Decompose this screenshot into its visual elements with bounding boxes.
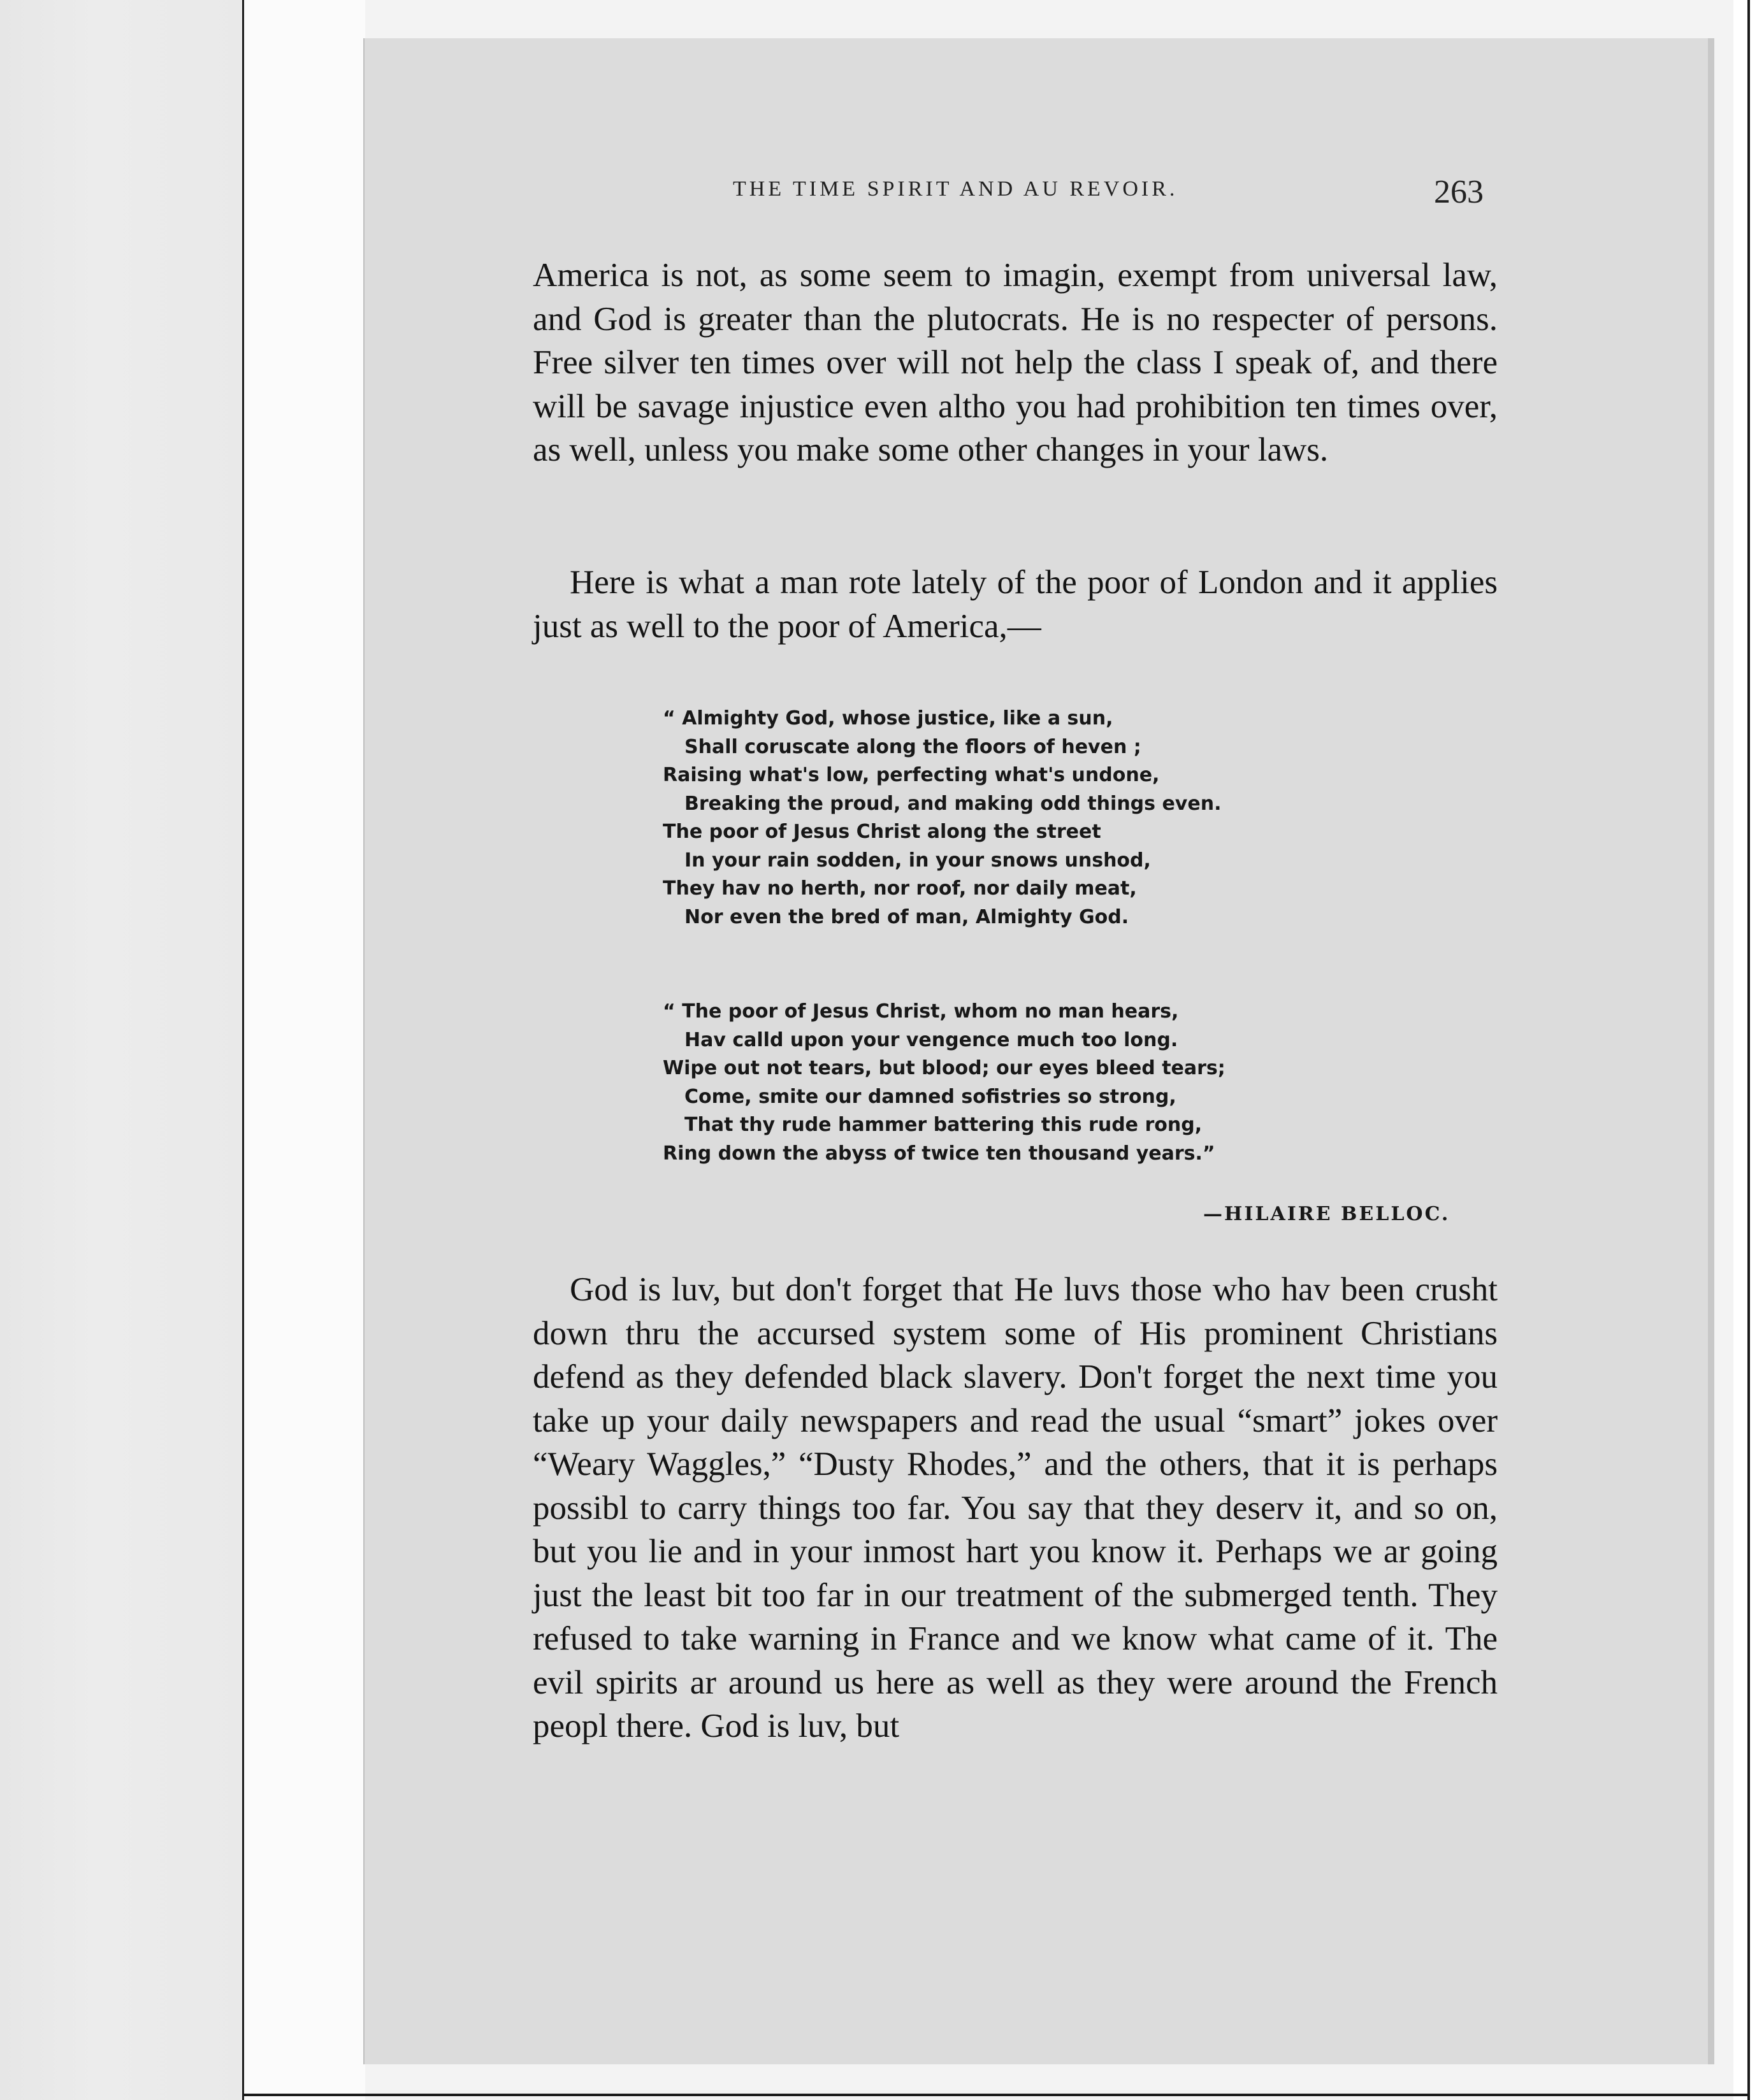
poem-line: Come, smite our damned sofistries so strong, <box>684 1085 1176 1108</box>
poem-line: Breaking the proud, and making odd things even. <box>684 792 1222 815</box>
poem-line: The poor of Jesus Christ along the street <box>663 821 1101 843</box>
page-number: 263 <box>1434 174 1484 210</box>
poem-line: Ring down the abyss of twice ten thousand years.” <box>663 1142 1215 1165</box>
poem-line: “ Almighty God, whose justice, like a sun, <box>663 707 1113 730</box>
poem-attribution: —HILAIRE BELLOC. <box>1203 1203 1450 1225</box>
poem-stanza-1 <box>663 705 1221 931</box>
poem-line: “ The poor of Jesus Christ, whom no man hears, <box>663 1000 1179 1023</box>
frame-border-right <box>1747 0 1750 2100</box>
body-paragraph-1 <box>533 254 1498 472</box>
poem-stanza-2 <box>663 998 1225 1168</box>
page-edge-shadow <box>1708 38 1714 2064</box>
running-head: THE TIME SPIRIT AND AU REVOIR. <box>733 177 1178 201</box>
poem-line: Wipe out not tears, but blood; our eyes bleed tears; <box>663 1057 1225 1079</box>
frame-border-bottom <box>242 2094 1750 2096</box>
body-paragraph-3 <box>533 1268 1498 1748</box>
page-gutter <box>242 0 365 2100</box>
poem-line: Shall coruscate along the floors of heven ; <box>684 735 1141 758</box>
paragraph-text: God is luv, but don't forget that He luvs those who hav been crusht down thru the accursed system some of His prominent Christians defend as they defended black slavery. Don't forget the next time you take up your daily newspapers and read the usual “smart” jokes over “Weary Waggles,” “Dusty Rhodes,” and the others, that it is perhaps possibl to carry things too far. You say that they deserv it, and so on, but you lie and in your inmost hart you know it. Perhaps we ar going just the least bit too far in our treatment of the submerged tenth. They refused to take warning in France and we know what came of it. The evil spirits ar around us here as well as they were around the French peopl there. God is luv, but <box>533 1271 1498 1744</box>
poem-line: Raising what's low, perfecting what's undone, <box>663 764 1160 786</box>
body-paragraph-2 <box>533 561 1498 648</box>
poem-line: Nor even the bred of man, Almighty God. <box>684 905 1129 928</box>
poem-line: That thy rude hammer battering this rude rong, <box>684 1114 1203 1136</box>
facing-page-edge <box>0 0 242 2100</box>
paragraph-text: America is not, as some seem to imagin, exempt from universal law, and God is greater than the plutocrats. He is no respecter of persons. Free silver ten times over will not help the class I speak of, and there will be savage injustice even altho you had prohibition ten times over, as well, unless you make some other changes in your laws. <box>533 257 1498 468</box>
poem-line: In your rain sodden, in your snows unshod, <box>684 849 1151 872</box>
poem-line: Hav calld upon your vengence much too long. <box>684 1028 1178 1051</box>
paragraph-text: Here is what a man rote lately of the poor of London and it applies just as well to the poor of America,— <box>533 564 1498 645</box>
poem-line: They hav no herth, nor roof, nor daily meat, <box>663 877 1137 900</box>
